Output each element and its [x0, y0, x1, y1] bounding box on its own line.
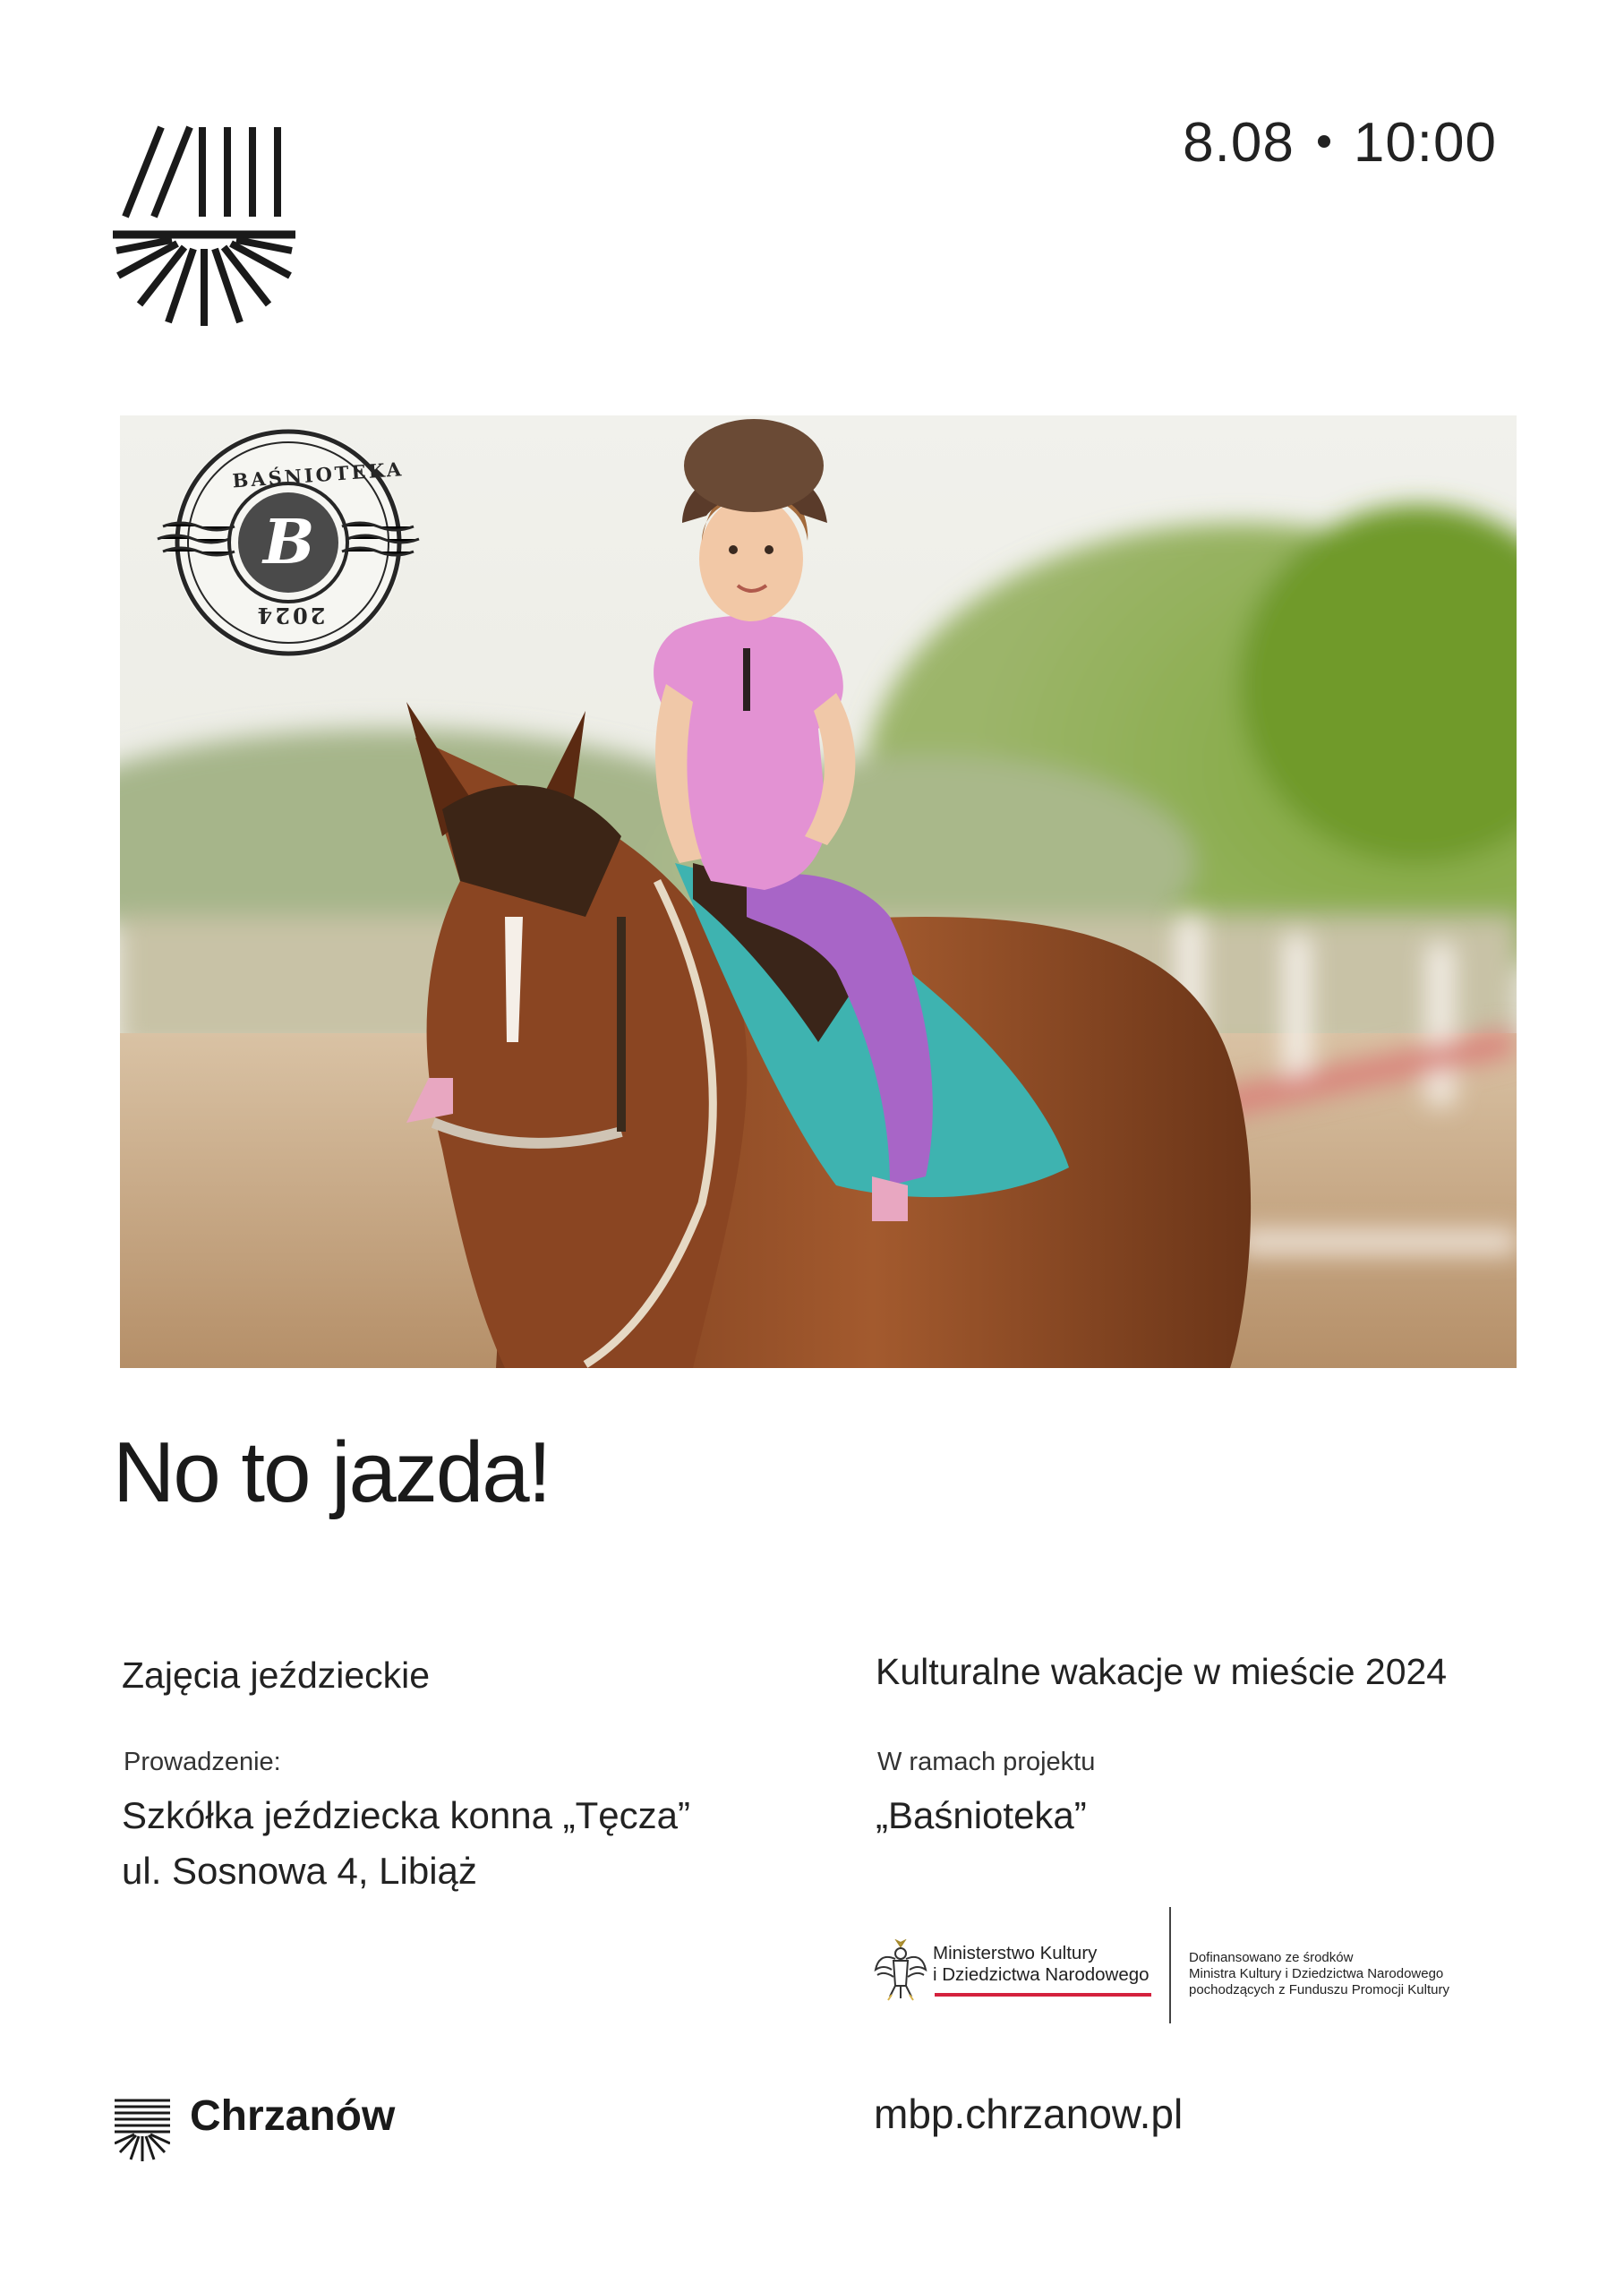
funding-note	[1189, 1950, 1449, 1998]
girl-on-horse-photo	[120, 415, 1517, 1368]
library-logo-icon	[113, 124, 295, 328]
project-label: W ramach projektu	[877, 1748, 1096, 1776]
funding-line2: Ministra Kultury i Dziedzictwa Narodowego	[1189, 1966, 1444, 1981]
event-time: 10:00	[1353, 112, 1497, 174]
ministry-name	[933, 1943, 1150, 1986]
stamp-top-text: BAŚNIOTEKA	[231, 458, 405, 492]
lead-label: Prowadzenie:	[124, 1748, 281, 1776]
chrzanow-sun-icon	[115, 2097, 170, 2161]
program-name: Kulturalne wakacje w mieście 2024	[876, 1651, 1448, 1692]
sponsor-divider	[1169, 1907, 1171, 2023]
sponsor-block	[874, 1907, 1500, 2023]
stamp-year: 2024	[254, 603, 326, 629]
funding-line3: pochodzących z Funduszu Promocji Kultury	[1189, 1982, 1449, 1997]
activity-label: Zajęcia jeździeckie	[122, 1655, 431, 1696]
event-title: No to jazda!	[113, 1424, 551, 1520]
separator-dot-icon	[1318, 135, 1330, 148]
event-date: 8.08	[1183, 112, 1295, 174]
lead-name: Szkółka jeździecka konna „Tęcza”	[122, 1794, 690, 1836]
city-name: Chrzanów	[190, 2092, 396, 2140]
lead-address: ul. Sosnowa 4, Libiąż	[122, 1850, 477, 1892]
funding-line1: Dofinansowano ze środków	[1189, 1950, 1354, 1965]
eagle-emblem-icon	[874, 1939, 927, 2002]
website-link[interactable]: mbp.chrzanow.pl	[874, 2091, 1184, 2137]
project-name: „Baśnioteka”	[876, 1794, 1087, 1836]
ministry-red-underline	[935, 1993, 1151, 1997]
ministry-line2: i Dziedzictwa Narodowego	[933, 1964, 1150, 1985]
ministry-line1: Ministerstwo Kultury	[933, 1943, 1098, 1963]
stamp-letter: B	[263, 507, 315, 578]
event-datetime	[1183, 111, 1497, 175]
